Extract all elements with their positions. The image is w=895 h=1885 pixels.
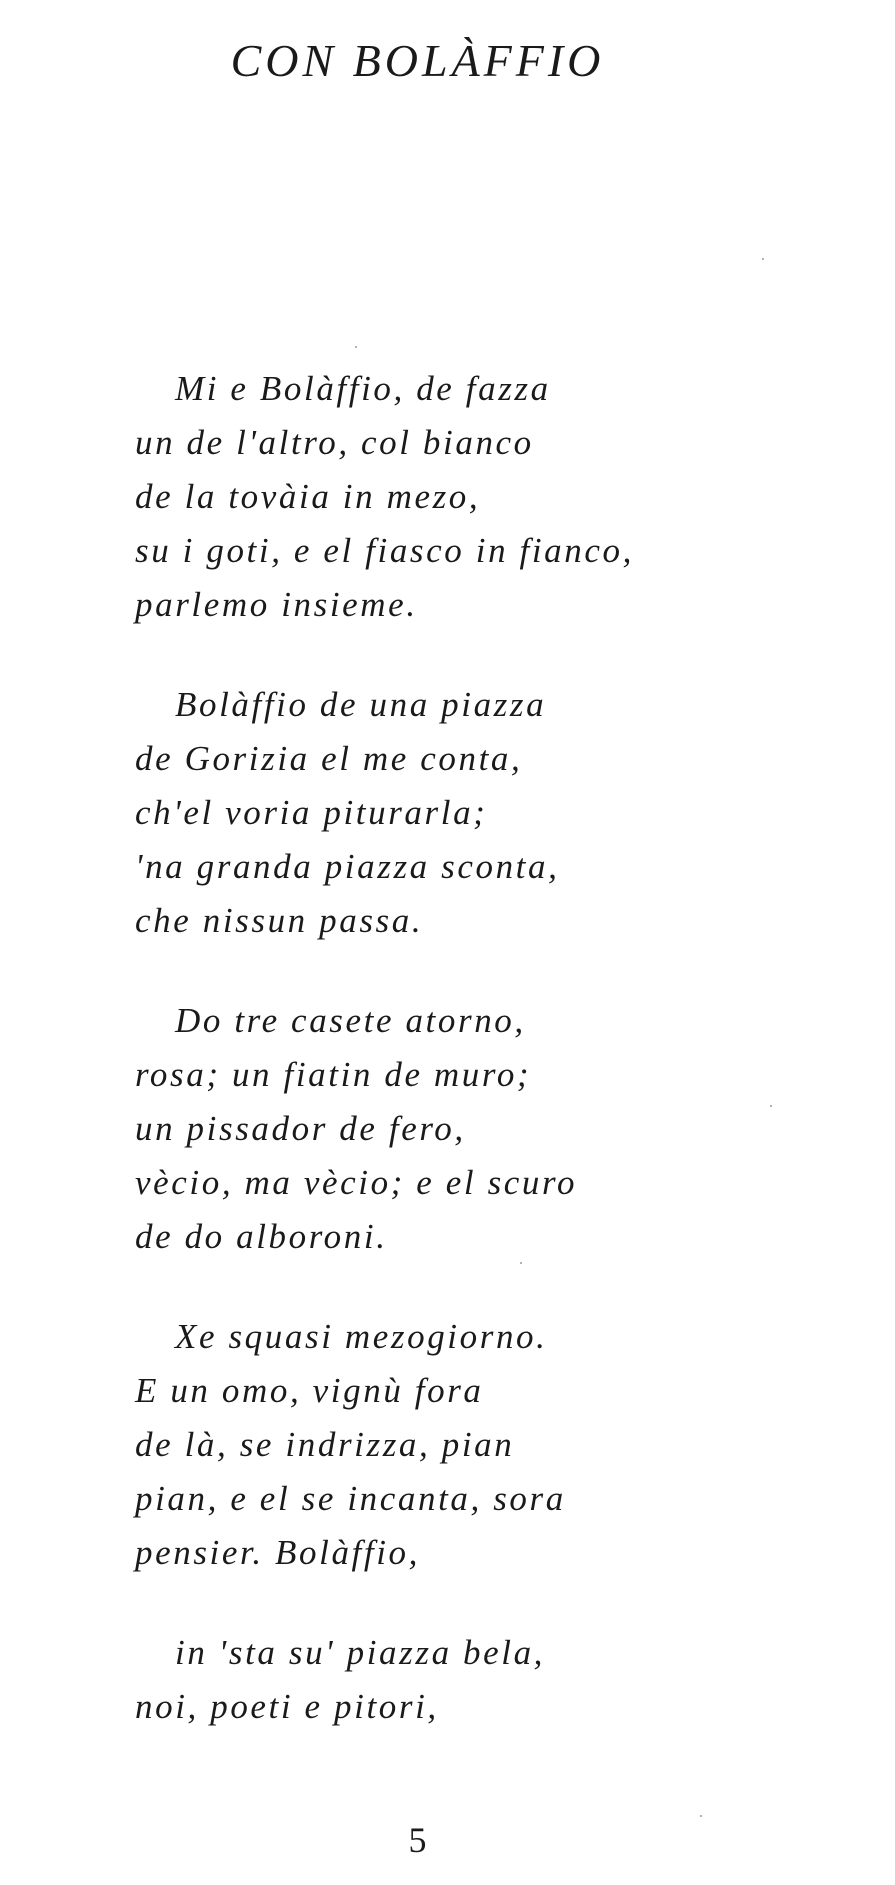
paper-speck: [762, 258, 764, 260]
poem-body: [135, 362, 835, 1780]
poem-title: CON BOLÀFFIO: [230, 35, 605, 86]
poem-line: che nissun passa.: [135, 901, 424, 940]
poem-line: rosa; un fiatin de muro;: [135, 1055, 532, 1094]
paper-speck: [700, 1815, 702, 1817]
poem-line: de la tovàia in mezo,: [135, 477, 481, 516]
poem-line: de Gorizia el me conta,: [135, 739, 523, 778]
poem-line: Mi e Bolàffio, de fazza: [175, 369, 551, 408]
poem-line: un pissador de fero,: [135, 1109, 466, 1148]
poem-line: vècio, ma vècio; e el scuro: [135, 1163, 578, 1202]
paper-speck: [355, 346, 357, 348]
poem-line: Do tre casete atorno,: [175, 1001, 526, 1040]
poem-line: E un omo, vignù fora: [135, 1371, 484, 1410]
poem-line: Xe squasi mezogiorno.: [175, 1317, 548, 1356]
paper-speck: [770, 1105, 772, 1107]
poem-line: de là, se indrizza, pian: [135, 1425, 515, 1464]
poem-line: in 'sta su' piazza bela,: [175, 1633, 546, 1672]
poem-line: 'na granda piazza sconta,: [135, 847, 560, 886]
paper-speck: [520, 1262, 522, 1264]
stanza-1: [135, 362, 835, 632]
poem-line: pensier. Bolàffio,: [135, 1533, 420, 1572]
stanza-4: [135, 1310, 835, 1580]
stanza-2: [135, 678, 835, 948]
poem-line: su i goti, e el fiasco in fianco,: [135, 531, 634, 570]
poem-line: noi, poeti e pitori,: [135, 1687, 439, 1726]
poem-line: pian, e el se incanta, sora: [135, 1479, 566, 1518]
poem-line: de do alboroni.: [135, 1217, 388, 1256]
poem-line: un de l'altro, col bianco: [135, 423, 534, 462]
poem-line: Bolàffio de una piazza: [175, 685, 547, 724]
stanza-5: [135, 1626, 835, 1734]
poem-line: parlemo insieme.: [135, 585, 418, 624]
poem-line: ch'el voria piturarla;: [135, 793, 488, 832]
stanza-3: [135, 994, 835, 1264]
page-number: 5: [408, 1820, 427, 1860]
